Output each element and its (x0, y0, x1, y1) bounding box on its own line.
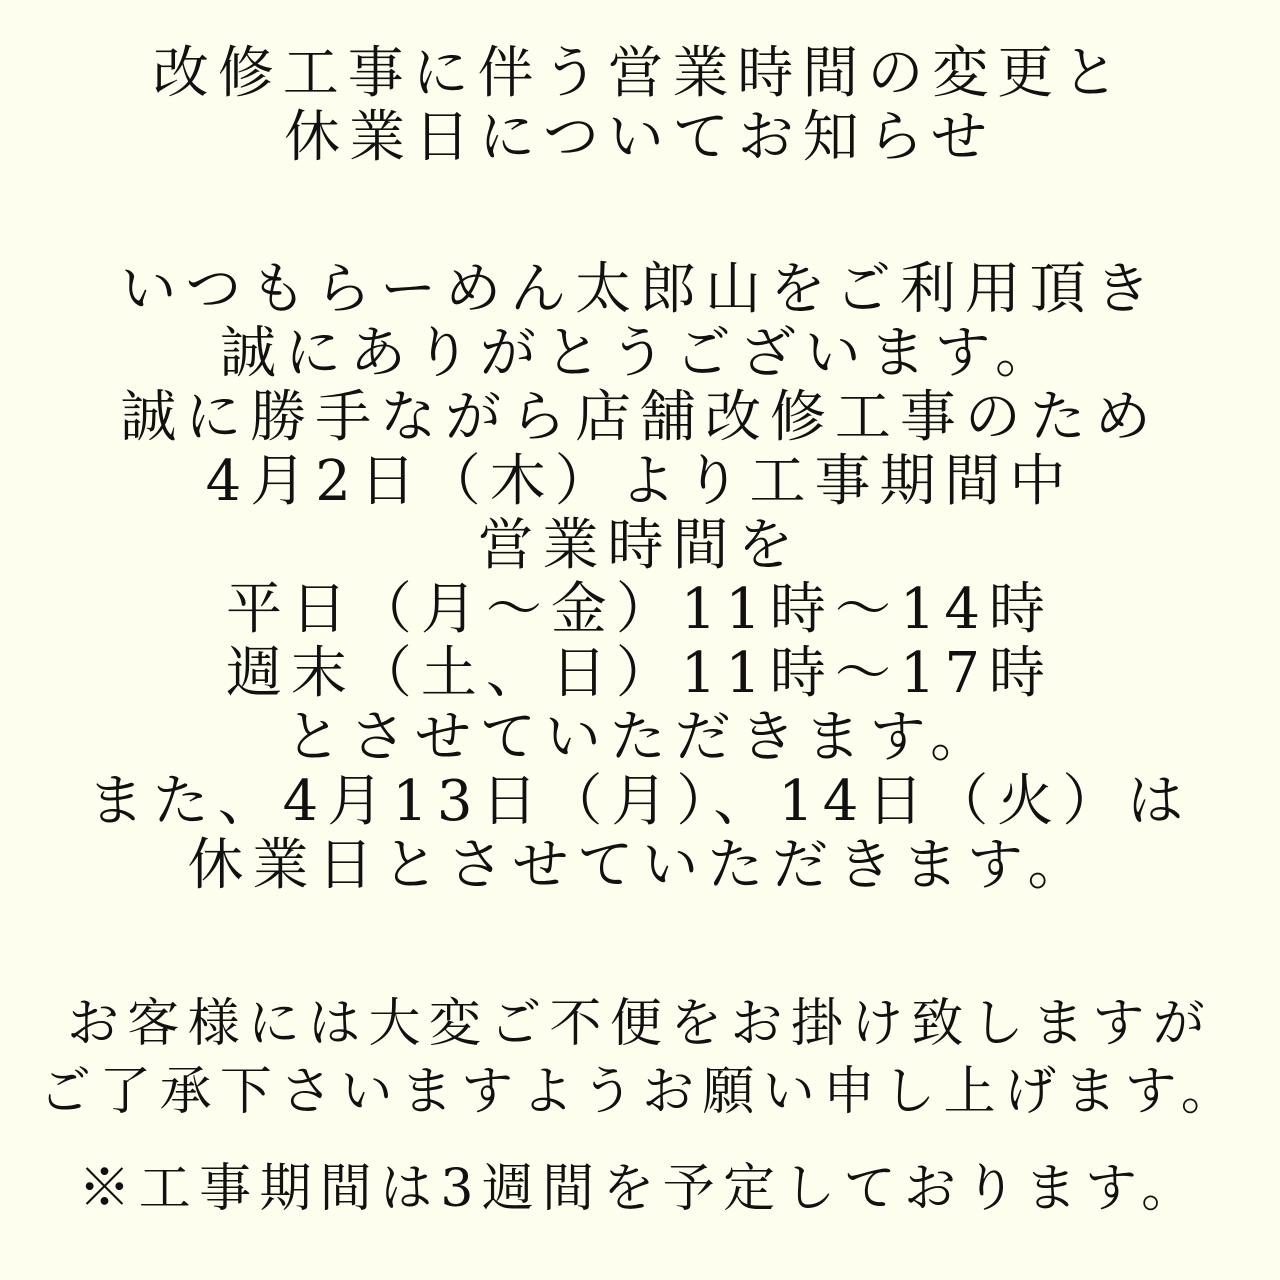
construction-note (0, 1155, 1280, 1223)
body-line: 休業日とさせていただきます。 (187, 833, 1093, 898)
title-line: 休業日についてお知らせ (284, 105, 996, 170)
title-line: 改修工事に伴う営業時間の変更と (152, 41, 1128, 106)
body-line: 平日（月～金）11時～14時 (226, 577, 1054, 642)
body-line: いつもらーめん太郎山をご利用頂き (120, 257, 1160, 322)
notice-title (0, 42, 1280, 170)
apology-line: お客様には大変ご不便をお掛け致しますが (66, 994, 1214, 1054)
body-line: 週末（土、日）11時～17時 (226, 641, 1054, 706)
body-line: 営業時間を (477, 513, 803, 578)
note-line: ※工事期間は3週間を予定しております。 (78, 1159, 1202, 1219)
body-line: 4月2日（木）より工事期間中 (205, 449, 1075, 514)
apology-line: ご了承下さいますようお願い申し上げます。 (38, 1062, 1242, 1122)
apology-text (0, 990, 1280, 1126)
body-line: 誠にありがとうございます。 (220, 321, 1060, 386)
body-line: とさせていただきます。 (284, 705, 996, 770)
body-line: 誠に勝手ながら店舗改修工事のため (120, 385, 1160, 450)
body-line: また、4月13日（月）、14日（火）は (87, 769, 1193, 834)
notice-body (0, 258, 1280, 898)
